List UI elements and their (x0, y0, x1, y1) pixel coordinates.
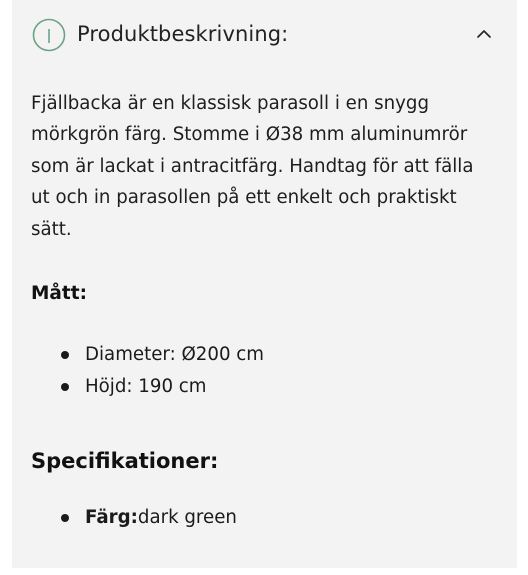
accordion-content (31, 88, 497, 528)
info-icon (32, 18, 66, 52)
product-description-text: Fjällbacka är en klassisk parasoll i en snygg mörkgrön färg. Stomme i Ø38 mm aluminumrör som är lackat i antracitfärg. Handtag för att fälla ut och in parasollen på ett enkelt och praktiskt sätt. (31, 93, 474, 240)
spec-color-value: dark green (137, 507, 237, 528)
specifications-heading: Specifikationer: (31, 449, 219, 473)
spec-color-label: Färg: (85, 507, 138, 528)
chevron-up-icon[interactable] (474, 24, 494, 44)
bullet-icon (61, 351, 69, 359)
dimension-diameter: Diameter: Ø200 cm (85, 344, 265, 365)
dimensions-heading: Mått: (31, 283, 87, 304)
product-description-panel (12, 0, 517, 568)
dimensions-list (61, 339, 264, 402)
dimension-height: Höjd: 190 cm (85, 375, 207, 397)
list-item (61, 502, 237, 534)
list-item (61, 339, 264, 371)
bullet-icon (61, 383, 69, 391)
list-item (61, 371, 264, 403)
specifications-list (61, 502, 237, 534)
bullet-icon (61, 514, 69, 522)
product-description-accordion-header[interactable] (12, 0, 517, 70)
accordion-title: Produktbeskrivning: (77, 22, 289, 46)
